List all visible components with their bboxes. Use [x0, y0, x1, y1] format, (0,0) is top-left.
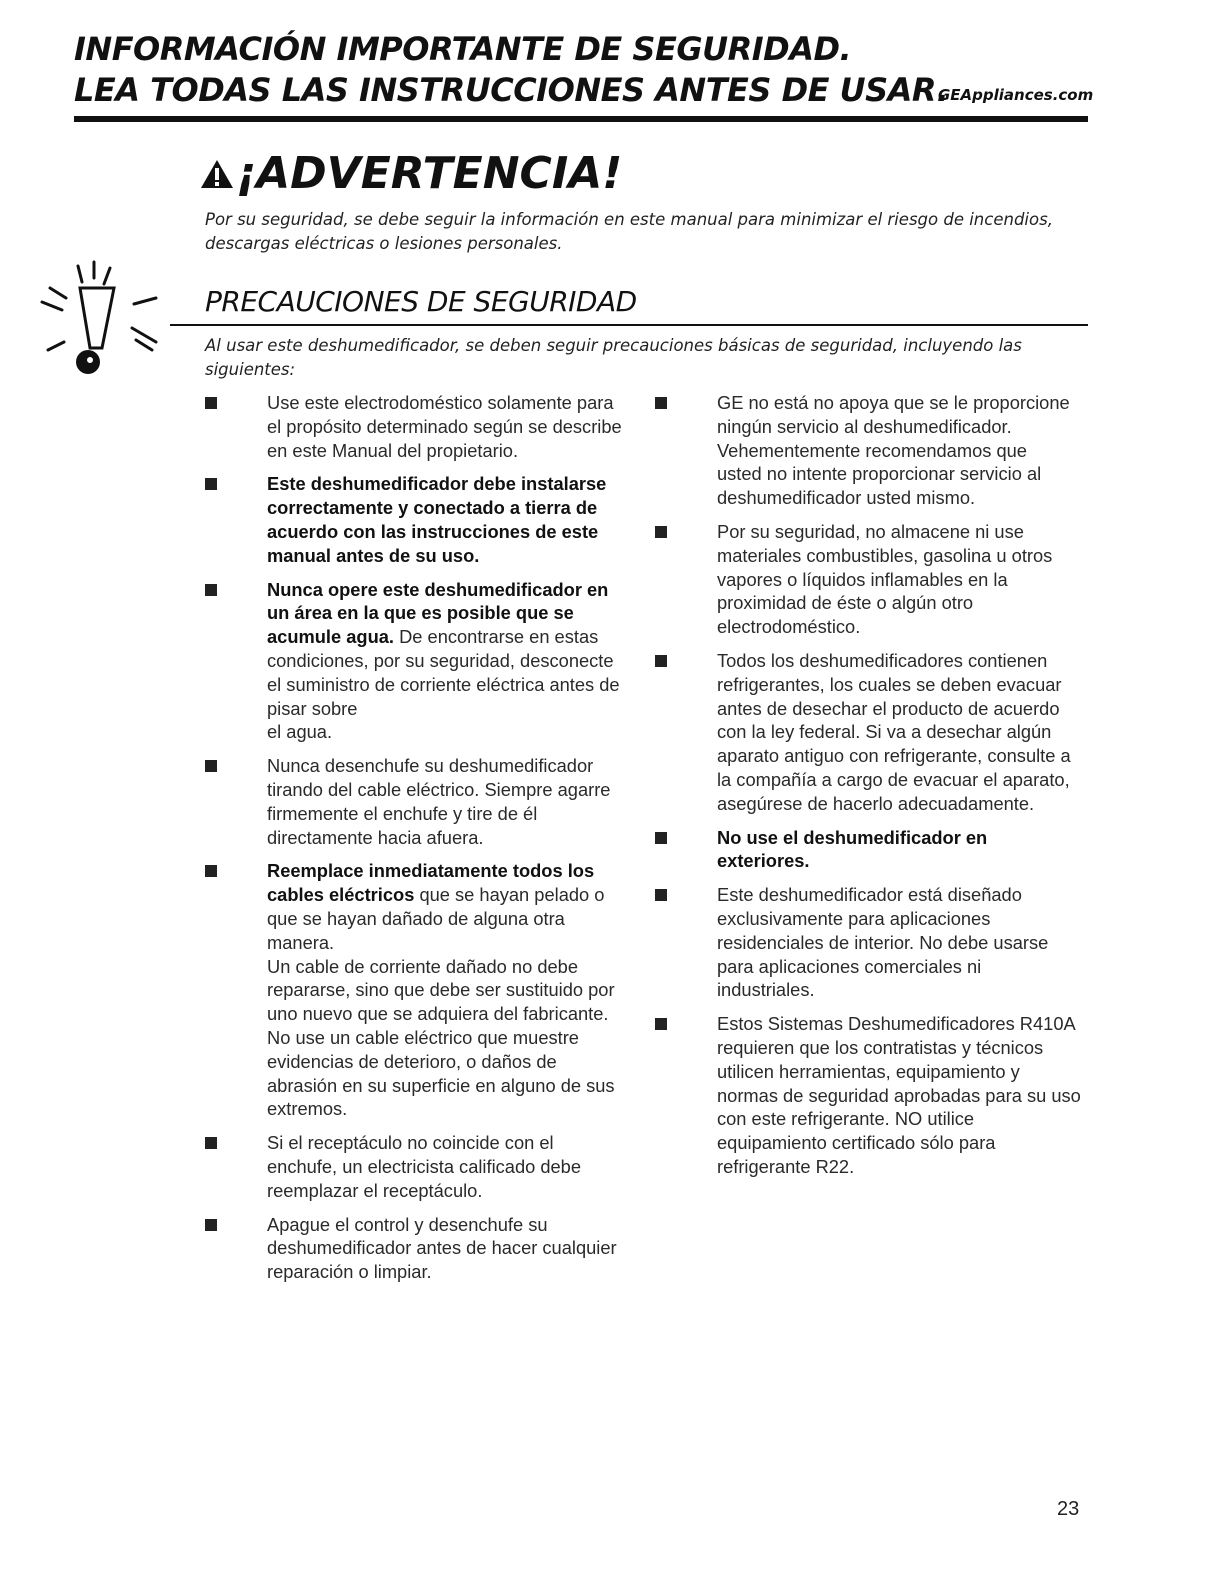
- square-bullet-icon: [205, 1219, 217, 1231]
- item-text: Por su seguridad, no almacene ni use materiales combustibles, gasolina u otros vapores o líquidos inflamables en la proximidad de éste o algún otro electrodoméstico.: [717, 520, 1053, 638]
- item-text: Estos Sistemas Deshumedificadores R410A requieren que los contratistas y técnicos utilicen herramientas, equipamiento y normas de seguridad aprobadas para su uso con este refrigerante. NO utilice equipamiento certificado sólo para refrigerante R22.: [717, 1013, 1081, 1177]
- item-rest-text: De encontrarse en estas condiciones, por su seguridad, desconecte el suministro de corriente eléctrica antes de pisar sobre el agua.: [267, 626, 620, 743]
- warning-title: [200, 148, 622, 199]
- header-title-line-1: INFORMACIÓN IMPORTANTE DE SEGURIDAD.: [74, 30, 852, 68]
- square-bullet-icon: [205, 865, 217, 877]
- section-title: PRECAUCIONES DE SEGURIDAD: [205, 285, 637, 318]
- list-item: [205, 472, 635, 567]
- list-item: [655, 1012, 1085, 1179]
- item-text: Nunca desenchufe su deshumedificador tirando del cable eléctrico. Siempre agarre firmemente el enchufe y tire de él directamente hacia afuera.: [267, 755, 611, 848]
- header-rule: [74, 116, 1088, 122]
- section-rule: [170, 324, 1088, 326]
- item-text: [267, 578, 627, 745]
- list-item: [655, 826, 1085, 874]
- list-item: [205, 754, 635, 849]
- item-rest-text: que se hayan pelado o que se hayan dañado de alguna otra manera. Un cable de corriente dañado no debe repararse, sino que debe ser sustituido por uno nuevo que se adquiera del fabricante. No use un cable eléctrico que muestre evidencias de deterioro, o daños de abrasión en su superficie en alguno de sus extremos.: [267, 884, 615, 1120]
- square-bullet-icon: [655, 832, 667, 844]
- list-item: [655, 520, 1085, 639]
- square-bullet-icon: [205, 397, 217, 409]
- item-text: Este deshumedificador está diseñado exclusivamente para aplicaciones residenciales de interior. No debe usarse para aplicaciones comerciales ni industriales.: [717, 884, 1049, 1001]
- item-bold-text: Reemplace inmediatamente todos los cables eléctricos: [267, 860, 595, 906]
- square-bullet-icon: [205, 760, 217, 772]
- list-item: [205, 859, 635, 1121]
- list-item: [655, 391, 1085, 510]
- list-item: [205, 1213, 635, 1284]
- item-text: [267, 472, 627, 567]
- list-item: [205, 1131, 635, 1202]
- square-bullet-icon: [205, 478, 217, 490]
- warning-triangle-icon: [200, 159, 234, 189]
- item-bold-text: Nunca opere este deshumedificador en un área en la que es posible que se acumule agua.: [267, 578, 609, 648]
- item-text: [267, 859, 627, 1121]
- item-text: [717, 826, 1082, 874]
- site-url: GEAppliances.com: [938, 86, 1094, 104]
- square-bullet-icon: [655, 655, 667, 667]
- square-bullet-icon: [655, 526, 667, 538]
- list-item: [205, 578, 635, 745]
- exclamation-burst-icon: [36, 258, 196, 388]
- square-bullet-icon: [655, 397, 667, 409]
- item-text: Todos los deshumedificadores contienen refrigerantes, los cuales se deben evacuar antes de desechar el producto de acuerdo con la ley federal. Si va a desechar algún aparato antiguo con refrigerante, consulte a la compañía a cargo de evacuar el aparato, asegúrese de hacerlo adecuadamente.: [717, 649, 1071, 814]
- square-bullet-icon: [655, 1018, 667, 1030]
- square-bullet-icon: [205, 584, 217, 596]
- item-text: GE no está no apoya que se le proporcione ningún servicio al deshumedificador. Vehementemente recomendamos que usted no intente proporcionar servicio al deshumedificador usted mismo.: [717, 392, 1070, 509]
- square-bullet-icon: [205, 1137, 217, 1149]
- right-column: [655, 391, 1085, 1179]
- left-column: [205, 391, 635, 1284]
- list-item: [205, 391, 635, 462]
- item-text: Use este electrodoméstico solamente para el propósito determinado según se describe en este Manual del propietario.: [267, 392, 622, 461]
- header-title-line-2: LEA TODAS LAS INSTRUCCIONES ANTES DE USAR.: [74, 71, 949, 109]
- list-item: [655, 883, 1085, 1002]
- item-text: Apague el control y desenchufe su deshumedificador antes de hacer cualquier reparación o limpiar.: [267, 1213, 617, 1283]
- list-item: [655, 649, 1085, 816]
- item-text: Si el receptáculo no coincide con el enchufe, un electricista calificado debe reemplazar el receptáculo.: [267, 1132, 582, 1201]
- warning-text: Por su seguridad, se debe seguir la información en este manual para minimizar el riesgo de incendios, descargas eléctricas o lesiones personales.: [205, 210, 1053, 253]
- warning-title-text: ¡ADVERTENCIA!: [236, 148, 623, 199]
- section-intro: Al usar este deshumedificador, se deben seguir precauciones básicas de seguridad, incluyendo las siguientes:: [205, 336, 1022, 379]
- square-bullet-icon: [655, 889, 667, 901]
- item-bold-text: No use el deshumedificador en exteriores.: [717, 826, 988, 872]
- page-number: 23: [1057, 1498, 1080, 1520]
- item-bold-text: Este deshumedificador debe instalarse correctamente y conectado a tierra de acuerdo con las instrucciones de este manual antes de su uso.: [267, 473, 607, 566]
